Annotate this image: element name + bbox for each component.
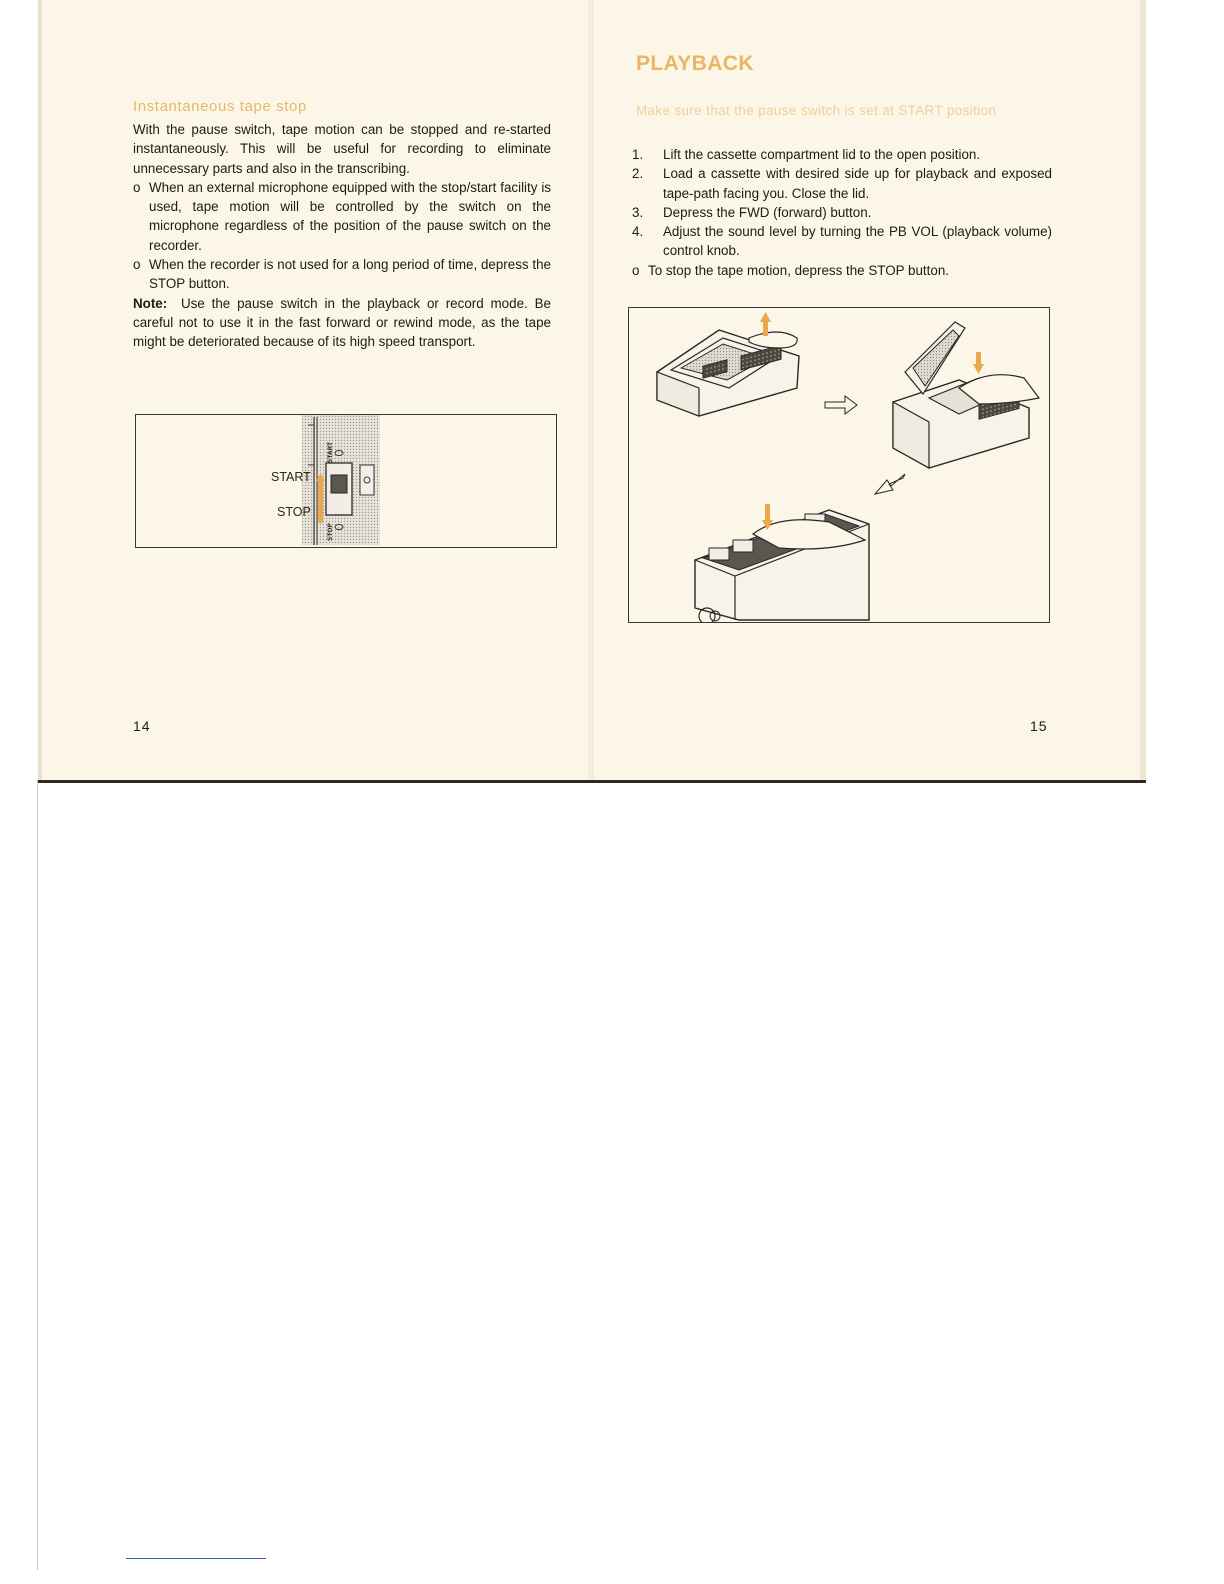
step-text: Load a cassette with desired side up for playback and exposed tape-path facing you. Close the lid. [663, 166, 1052, 201]
arrow-right-icon [825, 396, 857, 414]
bullet-item [133, 178, 551, 255]
switch-mark-start: START [327, 441, 334, 463]
step-item [632, 164, 1052, 203]
label-start: START [271, 470, 311, 484]
playback-illustration [629, 308, 1049, 622]
step-number: 2. [632, 166, 644, 182]
page-number-left: 14 [133, 718, 151, 734]
step-item [632, 222, 1052, 261]
page-number-right: 15 [1030, 718, 1048, 734]
recorder-lid-open [893, 322, 1039, 468]
switch-mark-stop: STOP [327, 523, 334, 541]
step-text: Lift the cassette compartment lid to the open position. [663, 147, 981, 162]
arrow-down-left-icon [875, 474, 905, 494]
step-text: Depress the FWD (forward) button. [663, 204, 872, 220]
page-edge-left [38, 0, 42, 780]
page-edge-right [1140, 0, 1146, 780]
step-item [632, 145, 1052, 164]
scan-artifact-line [126, 1558, 266, 1559]
section-title-playback: PLAYBACK [636, 52, 754, 75]
step-item [632, 203, 1052, 222]
bullet-marker: o [632, 262, 640, 278]
bullet-text: When an external microphone equipped with the stop/start facility is used, tape motion will be controlled by the switch on the microphone regardless of the position of the pause switch on the recorder. [149, 179, 551, 253]
recorder-press-fwd [695, 504, 869, 622]
intro-paragraph: With the pause switch, tape motion can be stopped and re-started instantaneously. This will be useful for recording to eliminate unnecessary parts and also in the transcribing. [133, 122, 551, 176]
note-paragraph [133, 294, 551, 352]
step-text: Adjust the sound level by turning the PB VOL (playback volume) control knob. [663, 224, 1052, 259]
bullet-marker: o [133, 179, 141, 195]
note-text: Use the pause switch in the playback or record mode. Be careful not to use it in the fast forward or rewind mode, as the tape might be deteriorated because of its high speed transport. [133, 295, 551, 350]
label-stop: STOP [277, 505, 311, 519]
section-title-instantaneous-tape-stop: Instantaneous tape stop [133, 98, 307, 115]
pause-switch-figure [135, 414, 557, 548]
bullet-text: When the recorder is not used for a long period of time, depress the STOP button. [149, 257, 551, 292]
bullet-item [133, 255, 551, 294]
stop-note-text: To stop the tape motion, depress the STOP button. [648, 262, 949, 278]
book-gutter [589, 0, 593, 780]
step-number: 4. [632, 224, 644, 240]
left-body-text [133, 120, 551, 352]
note-label: Note: [133, 295, 168, 311]
scan-margin-line [37, 780, 38, 1570]
step-number: 1. [632, 147, 644, 162]
playback-figure [628, 307, 1050, 623]
pause-switch-illustration [136, 415, 556, 547]
playback-steps [632, 145, 1052, 280]
recorder-lid-closed [657, 312, 799, 416]
stop-note [632, 261, 1052, 280]
playback-precondition: Make sure that the pause switch is set at START position [636, 103, 997, 118]
step-number: 3. [632, 204, 644, 220]
bullet-marker: o [133, 257, 141, 273]
